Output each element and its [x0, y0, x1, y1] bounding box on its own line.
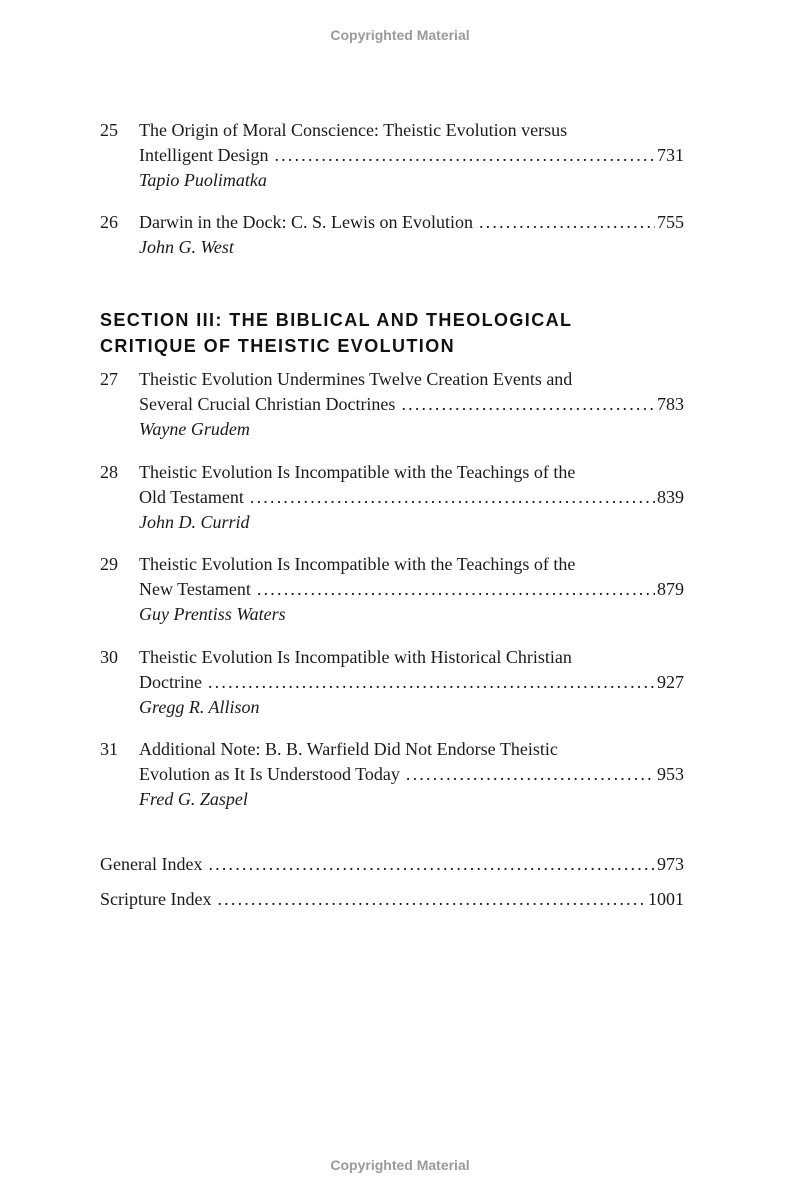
chapter-title-line: Theistic Evolution Is Incompatible with the Teachings of the — [139, 554, 576, 574]
chapter-author: John D. Currid — [139, 512, 250, 532]
toc-entry[interactable] — [100, 645, 684, 720]
dot-leader — [274, 143, 655, 168]
section-heading-line: SECTION III: THE BIBLICAL AND THEOLOGICAL — [100, 310, 573, 330]
dot-leader — [406, 762, 655, 787]
page-number[interactable]: 755 — [657, 212, 684, 232]
toc-entry[interactable] — [100, 118, 684, 193]
toc-index-entry[interactable] — [100, 852, 684, 877]
dot-leader — [401, 392, 655, 417]
dot-leader — [479, 210, 655, 235]
page-number[interactable]: 953 — [657, 764, 684, 784]
chapter-number: 31 — [100, 739, 118, 759]
chapter-number: 29 — [100, 554, 118, 574]
chapter-title-line: Old Testament — [139, 487, 244, 507]
copyright-watermark-top: Copyrighted Material — [330, 27, 470, 43]
chapter-number: 27 — [100, 369, 118, 389]
chapter-title-line: Intelligent Design — [139, 145, 269, 165]
page-number[interactable]: 927 — [657, 672, 684, 692]
toc-entry[interactable] — [100, 737, 684, 812]
chapter-author: Fred G. Zaspel — [139, 789, 248, 809]
index-label: General Index — [100, 854, 203, 874]
copyright-watermark-bottom: Copyrighted Material — [330, 1157, 470, 1173]
chapter-title-line: Darwin in the Dock: C. S. Lewis on Evolution — [139, 212, 473, 232]
chapter-title-line: Theistic Evolution Undermines Twelve Creation Events and — [139, 369, 573, 389]
chapter-title-line: Several Crucial Christian Doctrines — [139, 394, 396, 414]
chapter-number: 25 — [100, 120, 118, 140]
chapter-author: Wayne Grudem — [139, 419, 250, 439]
toc-entry[interactable] — [100, 552, 684, 627]
page-number[interactable]: 879 — [657, 579, 684, 599]
page-number[interactable]: 973 — [657, 854, 684, 874]
dot-leader — [257, 577, 655, 602]
toc-entry[interactable] — [100, 460, 684, 535]
index-label: Scripture Index — [100, 889, 212, 909]
toc-entry[interactable] — [100, 210, 684, 260]
chapter-title-line: The Origin of Moral Conscience: Theistic Evolution versus — [139, 120, 568, 140]
dot-leader — [208, 852, 655, 877]
page-number[interactable]: 1001 — [648, 889, 684, 909]
chapter-number: 28 — [100, 462, 118, 482]
section-heading — [100, 307, 700, 359]
chapter-title-line: Evolution as It Is Understood Today — [139, 764, 400, 784]
section-heading-line: CRITIQUE OF THEISTIC EVOLUTION — [100, 336, 456, 356]
page-number[interactable]: 731 — [657, 145, 684, 165]
chapter-title-line: Theistic Evolution Is Incompatible with the Teachings of the — [139, 462, 576, 482]
dot-leader — [217, 887, 646, 912]
page-number[interactable]: 839 — [657, 487, 684, 507]
dot-leader — [208, 670, 655, 695]
toc-entry[interactable] — [100, 367, 684, 442]
chapter-title-line: New Testament — [139, 579, 251, 599]
chapter-author: John G. West — [139, 237, 234, 257]
chapter-number: 30 — [100, 647, 118, 667]
toc-index-entry[interactable] — [100, 887, 684, 912]
chapter-number: 26 — [100, 212, 118, 232]
chapter-title-line: Theistic Evolution Is Incompatible with Historical Christian — [139, 647, 572, 667]
chapter-author: Guy Prentiss Waters — [139, 604, 286, 624]
dot-leader — [250, 485, 655, 510]
chapter-author: Gregg R. Allison — [139, 697, 260, 717]
chapter-title-line: Additional Note: B. B. Warfield Did Not Endorse Theistic — [139, 739, 558, 759]
chapter-author: Tapio Puolimatka — [139, 170, 267, 190]
chapter-title-line: Doctrine — [139, 672, 202, 692]
page-number[interactable]: 783 — [657, 394, 684, 414]
